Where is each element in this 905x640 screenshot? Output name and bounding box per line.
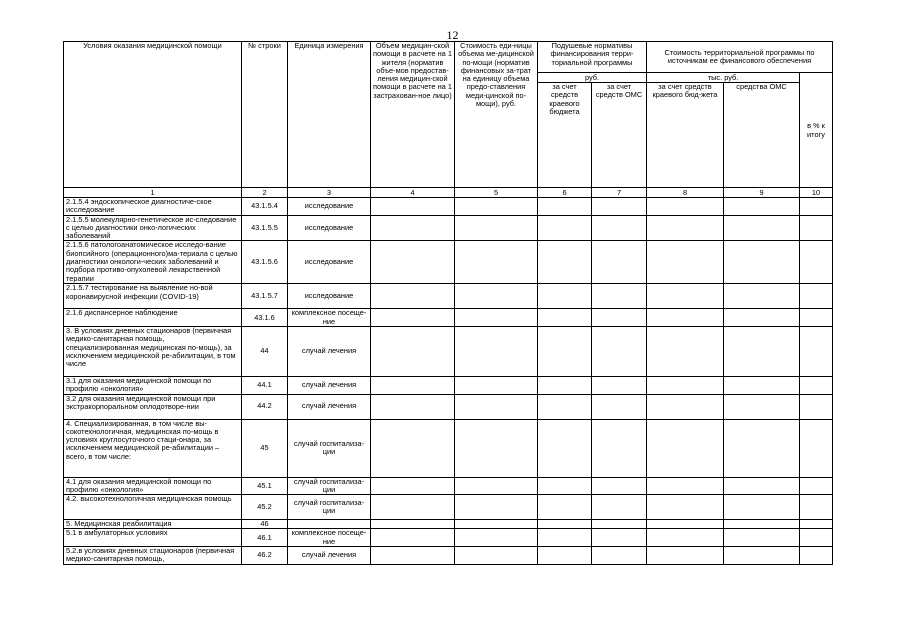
table-row [64, 376, 833, 394]
header-oms-funds: за счет средств ОМС [592, 83, 647, 188]
header-line-number: № строки [242, 42, 288, 188]
header-cost-oms: средства ОМС [724, 83, 800, 188]
row-line-number: 44.2 [242, 394, 288, 419]
table-row [64, 477, 833, 495]
row-value-cell [647, 376, 724, 394]
row-condition-label: 2.1.5.7 тестирование на выявление но-вой коронавирусной инфекции (COVID-19) [64, 284, 242, 309]
row-value-cell [371, 419, 455, 477]
row-unit: исследование [288, 241, 371, 284]
column-number: 7 [592, 188, 647, 198]
column-number: 10 [800, 188, 833, 198]
row-condition-label: 2.1.5.6 патологоанатомическое исследо-вание биопсийного (операционного)ма-териала с целью диагностики онкологи-ческих заболеваний и подбора противо-опухолевой лекарственной терапии [64, 241, 242, 284]
row-value-cell [592, 241, 647, 284]
row-condition-label: 5.1 в амбулаторных условиях [64, 529, 242, 547]
column-number: 3 [288, 188, 371, 198]
header-program-cost: Стоимость территориальной программы по источникам ее финансового обеспечения [647, 42, 833, 73]
row-unit: исследование [288, 284, 371, 309]
row-value-cell [647, 477, 724, 495]
row-value-cell [724, 477, 800, 495]
column-number: 9 [724, 188, 800, 198]
row-value-cell [592, 284, 647, 309]
row-value-cell [455, 284, 538, 309]
row-value-cell [538, 419, 592, 477]
column-number-row [64, 188, 833, 198]
header-cost-regional-budget: за счет средств краевого бюд-жета [647, 83, 724, 188]
row-unit: случай госпитализа-ции [288, 495, 371, 520]
row-line-number: 43.1.5.5 [242, 215, 288, 241]
row-unit: случай лечения [288, 546, 371, 564]
header-unit-cost: Стоимость еди-ницы объема ме-дицинской по-мощи (норматив финансовых за-трат на единицу объема предо-ставления меди-цинской по-мощи), руб. [455, 42, 538, 188]
row-value-cell [538, 198, 592, 216]
row-condition-label: 3.1 для оказания медицинской помощи по профилю «онкология» [64, 376, 242, 394]
row-unit: исследование [288, 198, 371, 216]
header-percent: в % к итогу [800, 73, 833, 188]
header-norm-currency: руб. [538, 73, 647, 83]
row-unit: исследование [288, 215, 371, 241]
row-value-cell [538, 477, 592, 495]
row-value-cell [800, 495, 833, 520]
row-value-cell [800, 477, 833, 495]
row-value-cell [371, 326, 455, 376]
row-value-cell [724, 326, 800, 376]
table-row [64, 394, 833, 419]
row-value-cell [371, 520, 455, 529]
table-row [64, 419, 833, 477]
row-value-cell [538, 241, 592, 284]
row-value-cell [800, 326, 833, 376]
row-unit: комплексное посеще-ние [288, 529, 371, 547]
row-unit: комплексное посеще-ние [288, 309, 371, 327]
row-value-cell [647, 546, 724, 564]
row-value-cell [800, 215, 833, 241]
row-condition-label: 3.2 для оказания медицинской помощи при экстракорпоральном оплодотворе-нии [64, 394, 242, 419]
row-value-cell [800, 309, 833, 327]
row-value-cell [724, 394, 800, 419]
row-value-cell [592, 477, 647, 495]
row-condition-label: 4.2. высокотехнологичная медицинская помощь [64, 495, 242, 520]
header-volume: Объем медицин-ской помощи в расчете на 1 жителя (норматив объе-мов предостав-ления медицин-ской помощи в расчете на 1 застрахован-ное лицо) [371, 42, 455, 188]
row-value-cell [724, 419, 800, 477]
row-line-number: 43.1.5.4 [242, 198, 288, 216]
table-row [64, 520, 833, 529]
row-condition-label: 4.1 для оказания медицинской помощи по профилю «онкология» [64, 477, 242, 495]
table-row [64, 215, 833, 241]
row-value-cell [371, 546, 455, 564]
row-value-cell [724, 529, 800, 547]
column-number: 4 [371, 188, 455, 198]
row-value-cell [800, 419, 833, 477]
row-value-cell [724, 284, 800, 309]
row-value-cell [724, 376, 800, 394]
row-value-cell [538, 215, 592, 241]
table-row [64, 309, 833, 327]
row-value-cell [371, 394, 455, 419]
row-value-cell [724, 520, 800, 529]
row-condition-label: 2.1.5.4 эндоскопическое диагностиче-ское исследование [64, 198, 242, 216]
row-line-number: 45.1 [242, 477, 288, 495]
row-unit: случай госпитализа-ции [288, 477, 371, 495]
table-row [64, 495, 833, 520]
row-value-cell [538, 284, 592, 309]
row-value-cell [538, 495, 592, 520]
row-value-cell [724, 546, 800, 564]
row-value-cell [538, 546, 592, 564]
column-number: 2 [242, 188, 288, 198]
column-number: 8 [647, 188, 724, 198]
row-value-cell [371, 376, 455, 394]
header-per-capita-norms: Подушевые нормативы финансирования терри-ториальной программы [538, 42, 647, 73]
row-value-cell [647, 198, 724, 216]
row-condition-label: 2.1.5.5 молекулярно-генетическое ис-следование с целью диагностики онко-логических заболеваний [64, 215, 242, 241]
row-value-cell [592, 529, 647, 547]
header-regional-budget: за счет средств краевого бюджета [538, 83, 592, 188]
row-condition-label: 4. Специализированная, в том числе вы-сокотехнологичная, медицинская по-мощь в условиях круглосуточного стаци-онара, за исключением медицинской ре-абилитации – всего, в том числе: [64, 419, 242, 477]
row-value-cell [647, 394, 724, 419]
row-value-cell [592, 215, 647, 241]
header-cost-currency: тыс. руб. [647, 73, 800, 83]
row-value-cell [592, 419, 647, 477]
column-number: 1 [64, 188, 242, 198]
row-value-cell [647, 529, 724, 547]
row-value-cell [455, 198, 538, 216]
territorial-program-table [63, 41, 833, 565]
row-value-cell [455, 520, 538, 529]
row-line-number: 43.1.5.7 [242, 284, 288, 309]
row-unit [288, 520, 371, 529]
row-value-cell [455, 241, 538, 284]
row-value-cell [371, 215, 455, 241]
row-line-number: 44 [242, 326, 288, 376]
row-value-cell [647, 284, 724, 309]
row-value-cell [800, 546, 833, 564]
table-row [64, 529, 833, 547]
row-line-number: 45 [242, 419, 288, 477]
row-value-cell [455, 326, 538, 376]
row-value-cell [455, 419, 538, 477]
row-line-number: 44.1 [242, 376, 288, 394]
row-value-cell [455, 215, 538, 241]
row-value-cell [592, 309, 647, 327]
row-value-cell [800, 394, 833, 419]
row-value-cell [724, 215, 800, 241]
row-value-cell [371, 477, 455, 495]
row-value-cell [371, 198, 455, 216]
row-value-cell [592, 198, 647, 216]
row-value-cell [724, 198, 800, 216]
table-body [64, 198, 833, 565]
row-line-number: 43.1.5.6 [242, 241, 288, 284]
page-number: 12 [446, 28, 459, 42]
row-value-cell [455, 394, 538, 419]
row-value-cell [647, 419, 724, 477]
row-value-cell [371, 495, 455, 520]
row-value-cell [592, 520, 647, 529]
row-line-number: 46.1 [242, 529, 288, 547]
row-line-number: 46.2 [242, 546, 288, 564]
header-conditions: Условия оказания медицинской помощи [64, 42, 242, 188]
column-number: 5 [455, 188, 538, 198]
row-value-cell [647, 520, 724, 529]
row-value-cell [800, 529, 833, 547]
row-value-cell [538, 529, 592, 547]
row-value-cell [592, 394, 647, 419]
row-value-cell [724, 241, 800, 284]
row-value-cell [371, 284, 455, 309]
row-value-cell [800, 198, 833, 216]
row-value-cell [800, 241, 833, 284]
table-row [64, 241, 833, 284]
row-unit: случай лечения [288, 394, 371, 419]
row-value-cell [455, 477, 538, 495]
row-value-cell [455, 529, 538, 547]
row-value-cell [647, 215, 724, 241]
row-value-cell [592, 546, 647, 564]
row-value-cell [647, 309, 724, 327]
row-unit: случай лечения [288, 326, 371, 376]
row-value-cell [371, 309, 455, 327]
table-row [64, 326, 833, 376]
header-unit: Единица измерения [288, 42, 371, 188]
row-value-cell [538, 520, 592, 529]
row-value-cell [647, 241, 724, 284]
table-row [64, 284, 833, 309]
row-value-cell [647, 495, 724, 520]
row-unit: случай госпитализа-ции [288, 419, 371, 477]
row-value-cell [455, 309, 538, 327]
row-value-cell [592, 326, 647, 376]
column-number: 6 [538, 188, 592, 198]
row-value-cell [538, 376, 592, 394]
row-value-cell [538, 394, 592, 419]
row-value-cell [592, 495, 647, 520]
table-row [64, 198, 833, 216]
row-line-number: 46 [242, 520, 288, 529]
row-value-cell [538, 326, 592, 376]
row-condition-label: 5. Медицинская реабилитация [64, 520, 242, 529]
row-value-cell [592, 376, 647, 394]
row-value-cell [800, 520, 833, 529]
row-value-cell [371, 529, 455, 547]
row-line-number: 45.2 [242, 495, 288, 520]
row-condition-label: 2.1.6 диспансерное наблюдение [64, 309, 242, 327]
table-row [64, 546, 833, 564]
row-value-cell [800, 284, 833, 309]
row-value-cell [371, 241, 455, 284]
row-value-cell [724, 495, 800, 520]
row-value-cell [538, 309, 592, 327]
row-value-cell [647, 326, 724, 376]
row-value-cell [455, 546, 538, 564]
row-line-number: 43.1.6 [242, 309, 288, 327]
row-value-cell [724, 309, 800, 327]
row-unit: случай лечения [288, 376, 371, 394]
row-condition-label: 3. В условиях дневных стационаров (первичная медико-санитарная помощь, специализированная медицинская по-мощь), за исключением медицинской ре-абилитации, в том числе [64, 326, 242, 376]
row-value-cell [455, 495, 538, 520]
row-value-cell [455, 376, 538, 394]
row-condition-label: 5.2.в условиях дневных стационаров (первичная медико-санитарная помощь, [64, 546, 242, 564]
row-value-cell [800, 376, 833, 394]
